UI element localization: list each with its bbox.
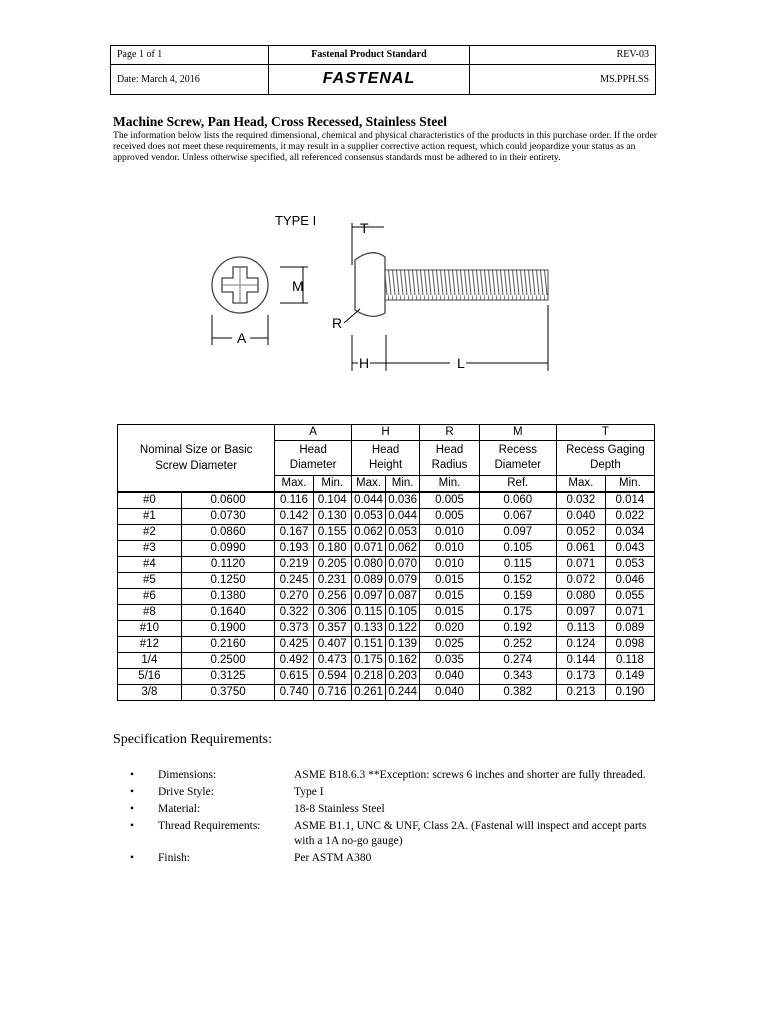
spec-label: Drive Style: bbox=[158, 786, 214, 798]
value-cell: 0.067 bbox=[479, 509, 556, 525]
table-row bbox=[118, 621, 655, 637]
value-cell: 0.0860 bbox=[181, 525, 275, 541]
value-cell: 0.142 bbox=[275, 509, 313, 525]
value-cell: 0.192 bbox=[479, 621, 556, 637]
value-cell: 0.492 bbox=[275, 653, 313, 669]
value-cell: 0.071 bbox=[351, 541, 385, 557]
intro-paragraph: The information below lists the required dimensional, chemical and physical characteristics of the products in this purchase order. If the order received does not meet these requirements, it may result in a supplier corrective action request, which could jeopardize your status as an approved vendor. Unless otherwise specified, all referenced consensus standards must be adhered to in their entirety. bbox=[113, 130, 658, 163]
value-cell: 0.175 bbox=[351, 653, 385, 669]
group-letter-m: M bbox=[479, 425, 556, 441]
revision: REV-03 bbox=[470, 46, 656, 65]
value-cell: 0.133 bbox=[351, 621, 385, 637]
value-cell: 0.382 bbox=[479, 685, 556, 701]
value-cell: 0.097 bbox=[556, 605, 605, 621]
spec-item bbox=[130, 785, 650, 800]
value-cell: 0.070 bbox=[386, 557, 420, 573]
value-cell: 0.155 bbox=[313, 525, 351, 541]
standard-name: Fastenal Product Standard bbox=[269, 46, 470, 65]
table-row bbox=[118, 605, 655, 621]
table-row bbox=[118, 669, 655, 685]
value-cell: 0.034 bbox=[605, 525, 654, 541]
nominal-size-cell: #8 bbox=[118, 605, 182, 621]
value-cell: 0.005 bbox=[420, 492, 480, 509]
value-cell: 0.020 bbox=[420, 621, 480, 637]
value-cell: 0.118 bbox=[605, 653, 654, 669]
value-cell: 0.244 bbox=[386, 685, 420, 701]
value-cell: 0.071 bbox=[556, 557, 605, 573]
value-cell: 0.015 bbox=[420, 573, 480, 589]
table-row bbox=[118, 509, 655, 525]
subheader-cell: Min. bbox=[605, 476, 654, 493]
table-row bbox=[118, 525, 655, 541]
value-cell: 0.256 bbox=[313, 589, 351, 605]
value-cell: 0.015 bbox=[420, 589, 480, 605]
table-row bbox=[118, 492, 655, 509]
spec-item bbox=[130, 768, 650, 783]
nominal-size-cell: #2 bbox=[118, 525, 182, 541]
value-cell: 0.087 bbox=[386, 589, 420, 605]
table-row bbox=[118, 653, 655, 669]
value-cell: 0.014 bbox=[605, 492, 654, 509]
value-cell: 0.149 bbox=[605, 669, 654, 685]
nominal-size-cell: #6 bbox=[118, 589, 182, 605]
value-cell: 0.097 bbox=[351, 589, 385, 605]
value-cell: 0.231 bbox=[313, 573, 351, 589]
spec-value: ASME B1.1, UNC & UNF, Class 2A. (Fastenal will inspect and accept parts with a 1A no-go gauge) bbox=[294, 820, 647, 847]
nominal-size-cell: 1/4 bbox=[118, 653, 182, 669]
value-cell: 0.124 bbox=[556, 637, 605, 653]
value-cell: 0.032 bbox=[556, 492, 605, 509]
value-cell: 0.175 bbox=[479, 605, 556, 621]
spec-label: Finish: bbox=[158, 852, 190, 864]
document-header bbox=[110, 45, 656, 95]
value-cell: 0.261 bbox=[351, 685, 385, 701]
value-cell: 0.010 bbox=[420, 525, 480, 541]
table-row bbox=[118, 557, 655, 573]
value-cell: 0.343 bbox=[479, 669, 556, 685]
nominal-size-header: Nominal Size or Basic Screw Diameter bbox=[118, 425, 275, 493]
value-cell: 0.035 bbox=[420, 653, 480, 669]
value-cell: 0.015 bbox=[420, 605, 480, 621]
value-cell: 0.274 bbox=[479, 653, 556, 669]
group-name-head-radius: Head Radius bbox=[420, 441, 480, 476]
value-cell: 0.061 bbox=[556, 541, 605, 557]
nominal-size-cell: 3/8 bbox=[118, 685, 182, 701]
value-cell: 0.0730 bbox=[181, 509, 275, 525]
screw-drawing bbox=[200, 205, 560, 375]
spec-label: Material: bbox=[158, 803, 201, 815]
group-name-head-height: Head Height bbox=[351, 441, 419, 476]
fastenal-logo: FASTENAL bbox=[269, 64, 470, 94]
page-number: Page 1 of 1 bbox=[111, 46, 269, 65]
value-cell: 0.159 bbox=[479, 589, 556, 605]
value-cell: 0.716 bbox=[313, 685, 351, 701]
group-name-head-diameter: Head Diameter bbox=[275, 441, 352, 476]
value-cell: 0.473 bbox=[313, 653, 351, 669]
value-cell: 0.180 bbox=[313, 541, 351, 557]
value-cell: 0.3125 bbox=[181, 669, 275, 685]
dim-h-label: H bbox=[359, 355, 370, 371]
value-cell: 0.104 bbox=[313, 492, 351, 509]
value-cell: 0.010 bbox=[420, 557, 480, 573]
group-letter-t: T bbox=[556, 425, 654, 441]
value-cell: 0.2500 bbox=[181, 653, 275, 669]
spec-value: 18-8 Stainless Steel bbox=[294, 803, 385, 815]
bullet: • bbox=[130, 803, 135, 815]
value-cell: 0.072 bbox=[556, 573, 605, 589]
value-cell: 0.322 bbox=[275, 605, 313, 621]
dim-l-label: L bbox=[457, 355, 465, 371]
document-date: Date: March 4, 2016 bbox=[111, 64, 269, 94]
value-cell: 0.1900 bbox=[181, 621, 275, 637]
value-cell: 0.407 bbox=[313, 637, 351, 653]
value-cell: 0.219 bbox=[275, 557, 313, 573]
spec-value: ASME B18.6.3 **Exception: screws 6 inches and shorter are fully threaded. bbox=[294, 769, 646, 781]
value-cell: 0.115 bbox=[479, 557, 556, 573]
spec-label: Dimensions: bbox=[158, 769, 217, 781]
table-row bbox=[118, 573, 655, 589]
value-cell: 0.046 bbox=[605, 573, 654, 589]
group-name-recess-gaging-depth: Recess Gaging Depth bbox=[556, 441, 654, 476]
group-name-recess-diameter: Recess Diameter bbox=[479, 441, 556, 476]
table-row bbox=[118, 589, 655, 605]
value-cell: 0.594 bbox=[313, 669, 351, 685]
document-number: MS.PPH.SS bbox=[470, 64, 656, 94]
group-letter-a: A bbox=[275, 425, 352, 441]
spec-label: Thread Requirements: bbox=[158, 820, 261, 832]
value-cell: 0.071 bbox=[605, 605, 654, 621]
value-cell: 0.055 bbox=[605, 589, 654, 605]
value-cell: 0.151 bbox=[351, 637, 385, 653]
value-cell: 0.213 bbox=[556, 685, 605, 701]
value-cell: 0.116 bbox=[275, 492, 313, 509]
value-cell: 0.089 bbox=[351, 573, 385, 589]
value-cell: 0.040 bbox=[556, 509, 605, 525]
screw-side-view bbox=[355, 253, 548, 317]
value-cell: 0.105 bbox=[386, 605, 420, 621]
value-cell: 0.062 bbox=[351, 525, 385, 541]
value-cell: 0.105 bbox=[479, 541, 556, 557]
value-cell: 0.190 bbox=[605, 685, 654, 701]
subheader-cell: Max. bbox=[556, 476, 605, 493]
value-cell: 0.0600 bbox=[181, 492, 275, 509]
value-cell: 0.053 bbox=[605, 557, 654, 573]
bullet: • bbox=[130, 786, 135, 798]
value-cell: 0.173 bbox=[556, 669, 605, 685]
value-cell: 0.270 bbox=[275, 589, 313, 605]
nominal-size-cell: #12 bbox=[118, 637, 182, 653]
value-cell: 0.144 bbox=[556, 653, 605, 669]
spec-value: Per ASTM A380 bbox=[294, 852, 372, 864]
subheader-cell: Min. bbox=[386, 476, 420, 493]
value-cell: 0.010 bbox=[420, 541, 480, 557]
value-cell: 0.053 bbox=[351, 509, 385, 525]
spec-item bbox=[130, 802, 650, 817]
value-cell: 0.060 bbox=[479, 492, 556, 509]
value-cell: 0.245 bbox=[275, 573, 313, 589]
value-cell: 0.193 bbox=[275, 541, 313, 557]
screw-head-front-view bbox=[212, 257, 268, 313]
value-cell: 0.040 bbox=[420, 669, 480, 685]
bullet: • bbox=[130, 769, 135, 781]
dim-r-label: R bbox=[332, 315, 343, 331]
bullet: • bbox=[130, 820, 135, 832]
nominal-size-cell: #4 bbox=[118, 557, 182, 573]
value-cell: 0.022 bbox=[605, 509, 654, 525]
nominal-size-cell: #0 bbox=[118, 492, 182, 509]
value-cell: 0.005 bbox=[420, 509, 480, 525]
value-cell: 0.2160 bbox=[181, 637, 275, 653]
value-cell: 0.053 bbox=[386, 525, 420, 541]
value-cell: 0.1250 bbox=[181, 573, 275, 589]
spec-item bbox=[130, 819, 650, 849]
value-cell: 0.052 bbox=[556, 525, 605, 541]
nominal-size-cell: #1 bbox=[118, 509, 182, 525]
value-cell: 0.306 bbox=[313, 605, 351, 621]
value-cell: 0.615 bbox=[275, 669, 313, 685]
value-cell: 0.139 bbox=[386, 637, 420, 653]
value-cell: 0.1380 bbox=[181, 589, 275, 605]
type-label: TYPE I bbox=[275, 213, 317, 228]
group-letter-h: H bbox=[351, 425, 419, 441]
nominal-size-cell: #5 bbox=[118, 573, 182, 589]
value-cell: 0.062 bbox=[386, 541, 420, 557]
table-row bbox=[118, 637, 655, 653]
value-cell: 0.152 bbox=[479, 573, 556, 589]
group-letter-r: R bbox=[420, 425, 480, 441]
value-cell: 0.122 bbox=[386, 621, 420, 637]
bullet: • bbox=[130, 852, 135, 864]
subheader-cell: Max. bbox=[351, 476, 385, 493]
spec-list bbox=[130, 768, 650, 868]
value-cell: 0.425 bbox=[275, 637, 313, 653]
subheader-cell: Max. bbox=[275, 476, 313, 493]
value-cell: 0.113 bbox=[556, 621, 605, 637]
value-cell: 0.130 bbox=[313, 509, 351, 525]
value-cell: 0.3750 bbox=[181, 685, 275, 701]
value-cell: 0.080 bbox=[556, 589, 605, 605]
value-cell: 0.218 bbox=[351, 669, 385, 685]
value-cell: 0.162 bbox=[386, 653, 420, 669]
value-cell: 0.357 bbox=[313, 621, 351, 637]
nominal-size-cell: 5/16 bbox=[118, 669, 182, 685]
nominal-size-cell: #10 bbox=[118, 621, 182, 637]
value-cell: 0.025 bbox=[420, 637, 480, 653]
dim-t-label: T bbox=[360, 220, 369, 236]
subheader-cell: Min. bbox=[420, 476, 480, 493]
value-cell: 0.036 bbox=[386, 492, 420, 509]
subheader-cell: Ref. bbox=[479, 476, 556, 493]
value-cell: 0.043 bbox=[605, 541, 654, 557]
value-cell: 0.089 bbox=[605, 621, 654, 637]
value-cell: 0.203 bbox=[386, 669, 420, 685]
value-cell: 0.044 bbox=[351, 492, 385, 509]
nominal-size-cell: #3 bbox=[118, 541, 182, 557]
value-cell: 0.1120 bbox=[181, 557, 275, 573]
value-cell: 0.167 bbox=[275, 525, 313, 541]
table-row bbox=[118, 541, 655, 557]
value-cell: 0.040 bbox=[420, 685, 480, 701]
value-cell: 0.373 bbox=[275, 621, 313, 637]
table-row bbox=[118, 685, 655, 701]
spec-heading: Specification Requirements: bbox=[113, 732, 273, 747]
value-cell: 0.740 bbox=[275, 685, 313, 701]
dim-a-label: A bbox=[237, 330, 247, 346]
page-title: Machine Screw, Pan Head, Cross Recessed, Stainless Steel bbox=[113, 114, 447, 129]
value-cell: 0.098 bbox=[605, 637, 654, 653]
spec-value: Type I bbox=[294, 786, 324, 798]
dim-m-label: M bbox=[292, 278, 304, 294]
subheader-cell: Min. bbox=[313, 476, 351, 493]
value-cell: 0.1640 bbox=[181, 605, 275, 621]
value-cell: 0.079 bbox=[386, 573, 420, 589]
value-cell: 0.115 bbox=[351, 605, 385, 621]
value-cell: 0.0990 bbox=[181, 541, 275, 557]
value-cell: 0.097 bbox=[479, 525, 556, 541]
value-cell: 0.205 bbox=[313, 557, 351, 573]
value-cell: 0.044 bbox=[386, 509, 420, 525]
value-cell: 0.080 bbox=[351, 557, 385, 573]
dimensions-table bbox=[117, 424, 655, 701]
value-cell: 0.252 bbox=[479, 637, 556, 653]
spec-item bbox=[130, 851, 650, 866]
